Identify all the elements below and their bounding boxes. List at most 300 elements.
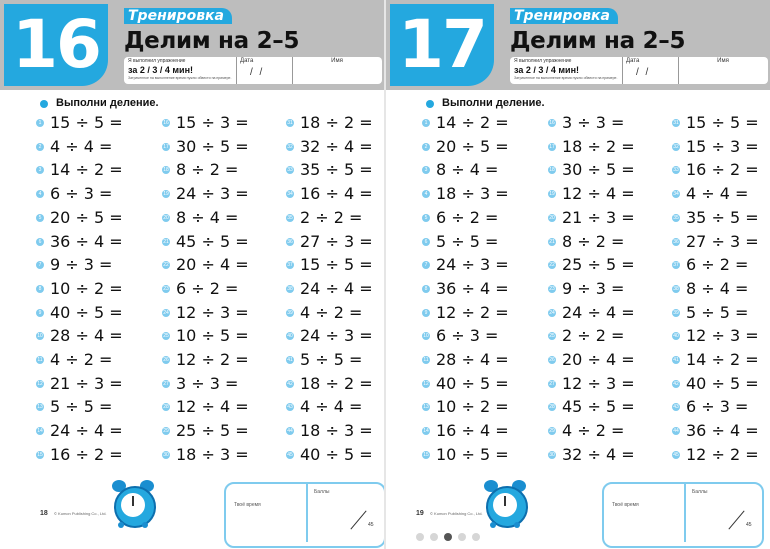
problem-item	[422, 325, 532, 347]
problem-number: 35	[287, 214, 293, 221]
problem-number: 44	[673, 428, 679, 435]
problem-number: 9	[422, 309, 430, 317]
problem-item	[672, 420, 770, 442]
date-value: / /	[250, 67, 265, 78]
problem-number: 42	[287, 380, 293, 387]
bullet-icon	[40, 100, 48, 108]
problem-expression: 5 ÷ 5 =	[50, 397, 113, 417]
problem-number: 18	[163, 167, 169, 174]
lesson-number-box	[4, 4, 108, 86]
problem-expression: 8 ÷ 2 =	[562, 231, 625, 251]
problem-number: 13	[423, 404, 429, 411]
problem-number: 1	[36, 119, 44, 127]
left-page	[0, 0, 384, 549]
problem-expression: 4 ÷ 2 =	[562, 421, 625, 441]
date-label: Дата	[240, 58, 254, 64]
problem-expression: 9 ÷ 3 =	[50, 255, 113, 275]
problem-expression: 15 ÷ 5 =	[50, 113, 123, 132]
problem-item	[36, 396, 146, 418]
problem-item	[162, 325, 272, 347]
problem-item	[286, 278, 384, 300]
page-indicator	[416, 528, 486, 538]
problem-expression: 8 ÷ 4 =	[436, 160, 499, 180]
problem-item	[286, 325, 384, 347]
problem-expression: 45 ÷ 5 =	[176, 231, 249, 251]
date-value: / /	[636, 67, 651, 78]
problem-item	[672, 349, 770, 371]
problem-expression: 12 ÷ 2 =	[176, 350, 249, 369]
problem-number: 2	[422, 143, 430, 151]
problem-item	[36, 112, 146, 134]
page-title: Делим на 2–5	[510, 28, 686, 54]
section-label: Тренировка	[124, 8, 232, 24]
problem-expression: 3 ÷ 3 =	[562, 113, 625, 132]
problem-expression: 15 ÷ 5 =	[686, 113, 759, 132]
problem-number: 15	[423, 451, 429, 458]
problem-number: 12	[423, 380, 429, 387]
problem-expression: 5 ÷ 5 =	[686, 302, 749, 322]
problem-item	[36, 183, 146, 205]
problem-item	[36, 373, 146, 395]
time-value: за 2 / 3 / 4 мин!	[514, 65, 580, 75]
problem-number: 10	[37, 333, 43, 340]
problem-expression: 4 ÷ 2 =	[300, 302, 363, 322]
problem-number: 38	[673, 285, 679, 292]
problem-item	[422, 231, 532, 253]
problem-item	[672, 302, 770, 324]
problem-item	[672, 136, 770, 158]
problem-expression: 18 ÷ 2 =	[300, 373, 373, 393]
name-field[interactable]	[682, 58, 764, 83]
problem-expression: 18 ÷ 3 =	[436, 184, 509, 204]
problem-number: 4	[36, 190, 44, 198]
problem-number: 43	[673, 404, 679, 411]
problem-expression: 12 ÷ 3 =	[686, 326, 759, 346]
clock-leg	[118, 522, 124, 528]
problem-expression: 9 ÷ 3 =	[562, 278, 625, 298]
date-field[interactable]	[240, 58, 288, 83]
score-slash	[350, 510, 366, 529]
problem-number: 22	[163, 262, 169, 269]
problem-number: 4	[422, 190, 430, 198]
score-box[interactable]	[684, 484, 762, 542]
problem-expression: 2 ÷ 2 =	[562, 326, 625, 346]
problem-number: 29	[549, 428, 555, 435]
instruction-text: Выполни деление.	[56, 97, 159, 109]
problem-expression: 16 ÷ 4 =	[436, 421, 509, 441]
problem-number: 13	[37, 404, 43, 411]
problem-expression: 5 ÷ 5 =	[436, 231, 499, 251]
alarm-clock-mascot-icon	[110, 476, 156, 528]
problem-number: 11	[423, 357, 429, 363]
problem-expression: 14 ÷ 2 =	[686, 350, 759, 369]
clock-leg	[490, 522, 496, 528]
problem-item	[36, 302, 146, 324]
problem-item	[548, 349, 658, 371]
problem-item	[162, 302, 272, 324]
problem-expression: 20 ÷ 4 =	[176, 255, 249, 275]
problem-item	[548, 183, 658, 205]
problem-number: 25	[163, 333, 169, 340]
problem-item	[672, 396, 770, 418]
instruction-text: Выполни деление.	[442, 97, 545, 109]
section-label: Тренировка	[510, 8, 618, 24]
problem-expression: 25 ÷ 5 =	[562, 255, 635, 275]
problem-number: 19	[163, 191, 169, 198]
problem-expression: 30 ÷ 5 =	[562, 160, 635, 180]
problem-expression: 45 ÷ 5 =	[562, 397, 635, 417]
problem-number: 38	[287, 285, 293, 292]
problem-item	[162, 254, 272, 276]
page-dot[interactable]	[458, 533, 466, 541]
problem-item	[672, 444, 770, 466]
bullet-icon	[426, 100, 434, 108]
problem-expression: 10 ÷ 2 =	[436, 397, 509, 417]
time-value: за 2 / 3 / 4 мин!	[128, 65, 194, 75]
problem-expression: 24 ÷ 3 =	[436, 255, 509, 275]
date-field[interactable]	[626, 58, 674, 83]
problem-number: 23	[549, 285, 555, 292]
page-dot[interactable]	[430, 533, 438, 541]
problem-number: 27	[163, 380, 169, 387]
problem-number: 33	[673, 167, 679, 174]
problem-item	[162, 349, 272, 371]
problem-expression: 12 ÷ 4 =	[176, 397, 249, 417]
problem-item	[162, 112, 272, 134]
problem-item	[672, 112, 770, 134]
problem-item	[422, 396, 532, 418]
problem-expression: 24 ÷ 3 =	[176, 184, 249, 204]
problem-number: 16	[163, 120, 169, 126]
info-divider	[622, 57, 623, 84]
problem-item	[286, 136, 384, 158]
problem-expression: 12 ÷ 3 =	[176, 302, 249, 322]
page-dot-active[interactable]	[444, 533, 452, 541]
problem-number: 5	[422, 214, 430, 222]
problem-item	[36, 349, 146, 371]
problem-item	[286, 373, 384, 395]
problem-item	[548, 325, 658, 347]
problem-expression: 4 ÷ 2 =	[50, 350, 113, 369]
problem-number: 41	[287, 357, 293, 363]
problem-number: 20	[163, 214, 169, 221]
problem-item	[548, 278, 658, 300]
problem-expression: 36 ÷ 4 =	[686, 421, 759, 441]
problem-expression: 36 ÷ 4 =	[50, 231, 123, 251]
problem-expression: 10 ÷ 2 =	[50, 278, 123, 298]
problem-expression: 28 ÷ 4 =	[50, 326, 123, 346]
problem-expression: 8 ÷ 2 =	[176, 160, 239, 180]
problem-expression: 18 ÷ 2 =	[300, 113, 373, 132]
problem-expression: 5 ÷ 5 =	[300, 350, 363, 369]
problem-expression: 21 ÷ 3 =	[50, 373, 123, 393]
problem-item	[422, 207, 532, 229]
problem-number: 18	[549, 167, 555, 174]
problem-item	[286, 183, 384, 205]
problem-expression: 16 ÷ 2 =	[686, 160, 759, 180]
problem-expression: 4 ÷ 4 =	[300, 397, 363, 417]
page-dot[interactable]	[416, 533, 424, 541]
problem-number: 26	[163, 357, 169, 363]
problem-item	[672, 159, 770, 181]
problem-expression: 16 ÷ 4 =	[300, 184, 373, 204]
problem-item	[36, 420, 146, 442]
problem-item	[422, 302, 532, 324]
problem-number: 23	[163, 285, 169, 292]
problem-item	[286, 420, 384, 442]
problem-expression: 14 ÷ 2 =	[50, 160, 123, 180]
problem-expression: 2 ÷ 2 =	[300, 207, 363, 227]
name-field[interactable]	[296, 58, 378, 83]
problem-item	[548, 231, 658, 253]
problem-number: 22	[549, 262, 555, 269]
problem-expression: 12 ÷ 2 =	[436, 302, 509, 322]
date-label: Дата	[626, 58, 640, 64]
score-label: Баллы	[314, 489, 330, 495]
problem-item	[672, 278, 770, 300]
clock-leg	[514, 522, 520, 528]
problem-number: 44	[287, 428, 293, 435]
problem-number: 30	[163, 451, 169, 458]
problem-number: 9	[36, 309, 44, 317]
problem-expression: 6 ÷ 2 =	[176, 278, 239, 298]
problem-item	[36, 325, 146, 347]
problem-expression: 36 ÷ 4 =	[436, 278, 509, 298]
problem-expression: 15 ÷ 5 =	[300, 255, 373, 275]
problem-expression: 35 ÷ 5 =	[300, 160, 373, 180]
problem-item	[672, 373, 770, 395]
copyright: © Kumon Publishing Co., Ltd.	[430, 511, 483, 516]
problem-item	[36, 159, 146, 181]
problem-expression: 15 ÷ 3 =	[176, 113, 249, 132]
problem-number: 32	[287, 143, 293, 150]
score-label: Баллы	[692, 489, 708, 495]
problem-item	[548, 254, 658, 276]
problem-expression: 6 ÷ 3 =	[686, 397, 749, 417]
your-time-label: Твоё время	[234, 502, 261, 508]
problem-item	[422, 112, 532, 134]
score-slash	[728, 510, 744, 529]
problem-number: 40	[287, 333, 293, 340]
problem-number: 27	[549, 380, 555, 387]
problem-number: 21	[163, 238, 169, 245]
problem-number: 14	[423, 428, 429, 435]
problem-expression: 24 ÷ 3 =	[300, 326, 373, 346]
alarm-clock-mascot-icon	[482, 476, 528, 528]
problem-number: 15	[37, 451, 43, 458]
problem-expression: 27 ÷ 3 =	[300, 231, 373, 251]
problem-expression: 14 ÷ 2 =	[436, 113, 509, 132]
problem-item	[36, 278, 146, 300]
problem-number: 31	[287, 120, 293, 126]
problem-item	[162, 159, 272, 181]
time-label: Я выполнил упражнение	[514, 58, 572, 64]
problem-number: 39	[673, 309, 679, 316]
problem-item	[286, 159, 384, 181]
problem-number: 34	[673, 191, 679, 198]
page-title: Делим на 2–5	[124, 28, 300, 54]
score-box[interactable]	[306, 484, 384, 542]
problem-expression: 6 ÷ 3 =	[436, 326, 499, 346]
problem-number: 30	[549, 451, 555, 458]
problem-number: 37	[673, 262, 679, 269]
problem-number: 17	[163, 143, 169, 150]
problem-expression: 28 ÷ 4 =	[436, 350, 509, 369]
problem-expression: 3 ÷ 3 =	[176, 373, 239, 393]
page-header	[386, 0, 770, 90]
page-dot[interactable]	[472, 533, 480, 541]
problem-expression: 16 ÷ 2 =	[50, 444, 123, 464]
problem-item	[548, 420, 658, 442]
problem-number: 6	[422, 238, 430, 246]
problem-item	[422, 278, 532, 300]
problem-number: 21	[549, 238, 555, 245]
problem-expression: 18 ÷ 3 =	[176, 444, 249, 464]
problem-number: 11	[37, 357, 43, 363]
lesson-number-box	[390, 4, 494, 86]
name-label: Имя	[331, 58, 343, 64]
problem-expression: 6 ÷ 3 =	[50, 184, 113, 204]
problem-item	[422, 159, 532, 181]
problem-item	[548, 207, 658, 229]
problem-item	[286, 112, 384, 134]
problem-number: 20	[549, 214, 555, 221]
problem-expression: 20 ÷ 4 =	[562, 350, 635, 369]
problem-item	[548, 159, 658, 181]
info-divider	[236, 57, 237, 84]
problem-item	[286, 254, 384, 276]
problem-item	[162, 231, 272, 253]
problem-item	[162, 183, 272, 205]
page-number: 18	[40, 510, 48, 517]
problem-item	[548, 373, 658, 395]
problem-expression: 18 ÷ 2 =	[562, 136, 635, 156]
info-bar	[510, 57, 768, 84]
problem-number: 17	[549, 143, 555, 150]
problem-number: 41	[673, 357, 679, 363]
clock-hand	[504, 496, 506, 506]
problem-expression: 4 ÷ 4 =	[686, 184, 749, 204]
problem-item	[36, 207, 146, 229]
problem-number: 25	[549, 333, 555, 340]
problem-number: 10	[423, 333, 429, 340]
lesson-number: 16	[12, 6, 100, 83]
problem-number: 16	[549, 120, 555, 126]
time-note: Затраченное на выполнение время нужно обвести на примере.	[128, 76, 232, 80]
problem-item	[162, 278, 272, 300]
problem-number: 12	[37, 380, 43, 387]
problem-expression: 35 ÷ 5 =	[686, 207, 759, 227]
problem-number: 8	[36, 285, 44, 293]
problem-number: 1	[422, 119, 430, 127]
problem-item	[422, 373, 532, 395]
problem-expression: 21 ÷ 3 =	[562, 207, 635, 227]
problem-number: 42	[673, 380, 679, 387]
time-info	[128, 58, 236, 83]
problem-item	[286, 207, 384, 229]
problem-number: 7	[36, 261, 44, 269]
problem-number: 5	[36, 214, 44, 222]
time-info	[514, 58, 622, 83]
problem-number: 2	[36, 143, 44, 151]
problem-item	[548, 444, 658, 466]
problem-number: 3	[36, 166, 44, 174]
lesson-number: 17	[398, 6, 486, 83]
problem-item	[548, 396, 658, 418]
problem-item	[548, 302, 658, 324]
problem-item	[672, 231, 770, 253]
problem-expression: 20 ÷ 5 =	[436, 136, 509, 156]
info-divider	[678, 57, 679, 84]
problem-item	[162, 396, 272, 418]
problem-item	[422, 136, 532, 158]
info-bar	[124, 57, 382, 84]
problem-expression: 18 ÷ 3 =	[300, 421, 373, 441]
name-label: Имя	[717, 58, 729, 64]
problem-item	[162, 373, 272, 395]
problem-item	[422, 420, 532, 442]
problem-number: 29	[163, 428, 169, 435]
problem-expression: 32 ÷ 4 =	[562, 444, 635, 464]
problem-number: 37	[287, 262, 293, 269]
problem-expression: 12 ÷ 4 =	[562, 184, 635, 204]
problem-item	[162, 136, 272, 158]
problem-item	[286, 302, 384, 324]
time-note: Затраченное на выполнение время нужно обвести на примере.	[514, 76, 618, 80]
problem-number: 3	[422, 166, 430, 174]
problem-number: 40	[673, 333, 679, 340]
problem-number: 33	[287, 167, 293, 174]
problem-expression: 10 ÷ 5 =	[436, 444, 509, 464]
problem-expression: 4 ÷ 4 =	[50, 136, 113, 156]
problem-expression: 15 ÷ 3 =	[686, 136, 759, 156]
problem-expression: 6 ÷ 2 =	[686, 255, 749, 275]
problem-expression: 24 ÷ 4 =	[300, 278, 373, 298]
time-label: Я выполнил упражнение	[128, 58, 186, 64]
problem-item	[422, 183, 532, 205]
problem-number: 14	[37, 428, 43, 435]
problem-number: 24	[549, 309, 555, 316]
problem-expression: 24 ÷ 4 =	[562, 302, 635, 322]
problem-item	[162, 444, 272, 466]
score-max: 45	[368, 522, 374, 528]
problem-item	[286, 231, 384, 253]
problem-item	[36, 254, 146, 276]
problem-number: 7	[422, 261, 430, 269]
problem-expression: 8 ÷ 4 =	[686, 278, 749, 298]
problem-number: 8	[422, 285, 430, 293]
problem-item	[286, 444, 384, 466]
problem-number: 24	[163, 309, 169, 316]
problem-number: 45	[287, 451, 293, 458]
problem-expression: 12 ÷ 2 =	[686, 444, 759, 464]
score-max: 45	[746, 522, 752, 528]
problem-expression: 40 ÷ 5 =	[300, 444, 373, 464]
problem-expression: 30 ÷ 5 =	[176, 136, 249, 156]
problem-expression: 40 ÷ 5 =	[436, 373, 509, 393]
info-divider	[292, 57, 293, 84]
clock-hand	[132, 496, 134, 506]
problem-item	[36, 136, 146, 158]
problem-item	[672, 207, 770, 229]
problem-expression: 32 ÷ 4 =	[300, 136, 373, 156]
right-page	[386, 0, 770, 549]
problem-number: 43	[287, 404, 293, 411]
problem-item	[422, 349, 532, 371]
problem-number: 31	[673, 120, 679, 126]
page-header	[0, 0, 384, 90]
problem-expression: 24 ÷ 4 =	[50, 421, 123, 441]
